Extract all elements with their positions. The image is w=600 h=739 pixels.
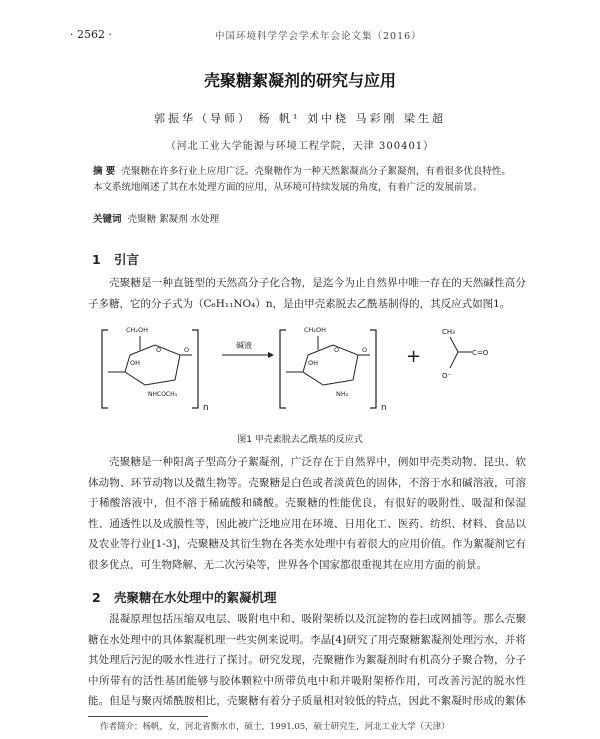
o-label: O: [362, 346, 368, 354]
section-number: 2: [92, 590, 101, 605]
author-list: 郭振华（导师） 杨 帆¹ 刘中桡 马彩刚 梁生超: [154, 112, 446, 125]
abstract-label: 摘 要: [93, 166, 116, 177]
section-heading-2: [92, 588, 277, 606]
bracket-left-open: [102, 330, 108, 408]
o-label: O: [334, 346, 340, 354]
abstract-text: 壳聚糖在许多行业上应用广泛。壳聚糖作为一种天然絮凝高分子絮凝剂，有着很多优良特性。本文系统地阐述了其在水处理方面的应用，从环境可持续发展的角度，有着广泛的发展前景。: [93, 166, 511, 193]
o-label: O: [184, 346, 190, 354]
acetate-ch3: CH₃: [442, 328, 455, 336]
bracket-right-close: [370, 330, 376, 408]
repeat-n: n: [203, 403, 209, 413]
ch2oh-label: CH₂OH: [304, 326, 327, 334]
footnote-rule: [88, 716, 208, 717]
reagent-label: 碱液: [236, 341, 252, 350]
ch2oh-label: CH₂OH: [126, 326, 149, 334]
keywords: [93, 211, 518, 225]
nh2-label: NH₂: [336, 390, 349, 398]
paper-title: 壳聚糖絮凝剂的研究与应用: [203, 71, 396, 90]
oh-label: OH: [130, 359, 141, 367]
oh-label: OH: [308, 359, 319, 367]
bond: [450, 352, 458, 368]
acetate-o-minus: O⁻: [442, 372, 452, 380]
figure-caption: 图1 甲壳素脱去乙酰基的反应式: [237, 435, 363, 445]
repeat-n: n: [381, 403, 387, 413]
bond: [450, 337, 458, 352]
author-footnote: 作者简介：杨帆，女，河北省衡水市，硕士，1991.05，硕士研究生，河北工业大学（天津）: [100, 722, 450, 732]
section-heading-1: [92, 250, 139, 268]
plus-sign: +: [406, 346, 422, 367]
nhcoch3-label: NHCOCH₃: [148, 391, 178, 398]
section-title: 壳聚糖在水处理中的絮凝机理: [114, 590, 277, 605]
paragraph-3: 混凝原理包括压缩双电层、吸附电中和、吸附架桥以及沉淀物的卷扫或网捕等。那么壳聚糖在水处理中的具体絮凝机理一些实例来说明。李晶[4]研究了用壳聚糖絮凝剂处理污水，并将其处理后污泥的吸水性进行了探讨。研究发现，壳聚糖作为絮凝剂时有机高分子聚合物，分子中所带有的活性基团能够与胶体颗粒中所带负电中和并吸附架桥作用，可改善污泥的脱水性能。但是与聚丙烯酰胺相比，壳聚糖有着分子质量相对较低的特点，因此不絮凝时形成的絮体: [88, 613, 526, 707]
affiliation: （河北工业大学能源与环境工程学院，天津 300401）: [165, 141, 435, 152]
reaction-figure: [100, 310, 560, 420]
acetate-co: C=O: [472, 349, 489, 357]
section-number: 1: [92, 252, 101, 267]
paragraph-2: 壳聚糖是一种阳离子型高分子絮凝剂，广泛存在于自然界中，例如甲壳类动物、昆虫、软体动物、环节动物以及微生物等。壳聚糖是白色或者淡黄色的固体，不溶于水和碱溶液，可溶于稀酸溶液中，但不溶于稀硫酸和磷酸。壳聚糖的性能优良，有很好的吸附性、吸湿和保湿性、通透性以及成膜性等，因此被广泛地应用在环境、日用化工、医药、纺织、材料、食品以及农业等行业[1-3]，壳聚糖及其衍生物在各类水处理中有着很大的应用价值。作为絮凝剂它有很多优点，可生物降解、无二次污染等，世界各个国家都很重视其在应用方面的前景。: [88, 456, 526, 571]
bracket-left-close: [192, 330, 198, 408]
paragraph-intro: 壳聚糖是一种直链型的天然高分子化合物，是迄今为止自然界中唯一存在的天然碱性高分子多糖，它的分子式为（C₆H₁₁NO₄）n，是由甲壳素脱去乙酰基制得的，其反应式如图1。: [88, 277, 526, 310]
journal-header: 中国环境科学学会学术年会论文集（2016）: [215, 31, 422, 42]
page-number: · 2562 ·: [70, 28, 112, 41]
arrow-head: [268, 352, 274, 358]
keywords-text: 壳聚糖 絮凝剂 水处理: [127, 214, 220, 225]
bracket-right-open: [280, 330, 286, 408]
section-title: 引言: [114, 252, 140, 267]
keywords-label: 关键词: [93, 214, 122, 225]
o-label: O: [156, 346, 162, 354]
abstract: [93, 164, 518, 196]
